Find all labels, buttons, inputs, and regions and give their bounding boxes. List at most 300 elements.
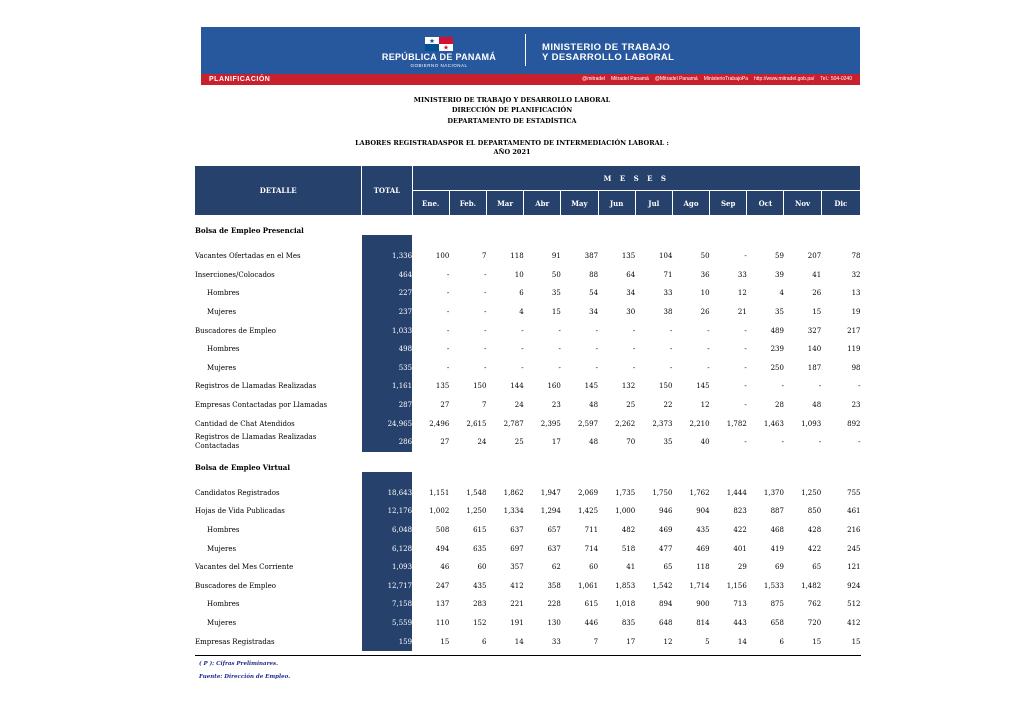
republica-text: REPÚBLICA DE PANAMÁ: [381, 52, 497, 62]
row-label: Candidatos Registrados: [195, 488, 280, 497]
facebook-link[interactable]: Mitradel Panamá: [611, 76, 649, 82]
month-value: 32: [851, 270, 861, 279]
month-value: -: [818, 438, 822, 447]
month-value: 145: [584, 382, 599, 391]
month-value: 19: [851, 308, 861, 317]
month-value: 217: [847, 326, 861, 335]
month-value: 637: [510, 526, 524, 535]
col-total-header: TOTAL: [362, 166, 412, 215]
table-row: [195, 484, 861, 503]
month-value: 713: [733, 600, 747, 609]
row-total: 6,128: [362, 539, 412, 558]
month-value: 26: [700, 308, 710, 317]
table-row: [195, 321, 861, 340]
month-value: 46: [440, 563, 450, 572]
table-row: [195, 303, 861, 322]
month-value: 283: [473, 600, 487, 609]
social-links: [582, 74, 852, 85]
month-value: 494: [435, 544, 450, 553]
month-value: 1,061: [577, 581, 599, 590]
table-row: [195, 558, 861, 577]
month-value: -: [670, 363, 673, 372]
month-value: 150: [473, 382, 487, 391]
row-label: Registros de Llamadas Realizadas Contactadas: [195, 433, 317, 451]
month-value: 1,334: [503, 507, 524, 516]
month-value: 446: [584, 618, 599, 627]
month-value: -: [818, 382, 822, 391]
month-value: 1,002: [429, 507, 450, 516]
month-value: 239: [770, 345, 784, 354]
month-value: 34: [589, 308, 599, 317]
month-value: -: [707, 363, 710, 372]
report-title: LABORES REGISTRADASPOR EL DEPARTAMENTO DE INTERMEDIACIÓN LABORAL :: [355, 139, 669, 147]
row-label: Vacantes Ofertadas en el Mes: [195, 252, 301, 261]
month-value: 637: [547, 544, 561, 553]
row-label: Buscadores de Empleo: [195, 581, 277, 590]
month-value: -: [781, 382, 784, 391]
month-value: -: [632, 345, 636, 354]
month-value: -: [484, 289, 487, 298]
row-total: 12,176: [362, 502, 412, 521]
month-value: 118: [696, 563, 710, 572]
month-value: 35: [551, 289, 561, 298]
month-value: 104: [659, 252, 673, 261]
month-value: 59: [775, 252, 784, 261]
month-value: 35: [775, 308, 784, 317]
row-label: Mujeres: [207, 618, 237, 627]
month-value: 412: [847, 618, 861, 627]
row-total: 1,033: [362, 321, 412, 340]
month-value: 191: [510, 618, 524, 627]
month-value: 60: [589, 563, 599, 572]
month-value: 1,482: [801, 581, 822, 590]
row-total: 12,717: [362, 577, 412, 596]
month-value: 412: [510, 581, 524, 590]
month-value: 482: [621, 526, 636, 535]
row-total: 1,336: [362, 247, 412, 266]
month-header: Nov: [784, 191, 821, 216]
month-header: Jun: [598, 191, 635, 216]
month-value: 100: [435, 252, 450, 261]
month-value: -: [484, 270, 487, 279]
month-value: 327: [807, 326, 822, 335]
month-value: -: [744, 382, 747, 391]
header-banner: [201, 27, 860, 85]
month-value: -: [521, 363, 524, 372]
row-total: 6,048: [362, 521, 412, 540]
month-value: 60: [477, 563, 487, 572]
section-row: [195, 452, 861, 472]
month-value: -: [558, 363, 561, 372]
section-title: Bolsa de Empleo Virtual: [195, 462, 290, 472]
month-value: 4: [519, 308, 524, 317]
month-value: -: [707, 345, 710, 354]
month-header: Abr: [524, 191, 561, 216]
month-value: 6: [482, 637, 487, 646]
instagram-link[interactable]: @Mitradel Panamá: [654, 76, 698, 82]
month-value: -: [446, 345, 450, 354]
row-label: Buscadores de Empleo: [195, 326, 277, 335]
month-value: 12: [737, 289, 747, 298]
month-value: 697: [510, 544, 524, 553]
month-value: 1,151: [429, 488, 450, 497]
row-label: Hombres: [207, 345, 240, 354]
month-value: 62: [551, 563, 561, 572]
month-value: 91: [551, 252, 561, 261]
month-value: -: [670, 326, 673, 335]
month-value: -: [446, 289, 450, 298]
table-row: [195, 539, 861, 558]
row-total: 7,158: [362, 595, 412, 614]
row-label: Mujeres: [207, 544, 237, 553]
row-total: 1,161: [362, 377, 412, 396]
month-value: 1,714: [689, 581, 710, 590]
month-value: 1,548: [466, 488, 487, 497]
month-value: 69: [775, 563, 784, 572]
month-value: 228: [547, 600, 561, 609]
month-value: -: [744, 363, 747, 372]
section-label: PLANIFICACIÓN: [209, 76, 271, 83]
month-value: -: [744, 326, 747, 335]
month-value: 894: [659, 600, 673, 609]
month-value: 461: [847, 507, 861, 516]
month-value: -: [707, 326, 710, 335]
month-header: Sep: [710, 191, 747, 216]
month-value: 422: [733, 526, 747, 535]
month-value: 422: [807, 544, 822, 553]
month-value: 36: [700, 270, 710, 279]
month-value: 15: [812, 308, 822, 317]
month-value: -: [632, 326, 636, 335]
row-total: 5,559: [362, 614, 412, 633]
row-label: Vacantes del Mes Corriente: [195, 563, 294, 572]
month-value: 65: [812, 563, 822, 572]
month-value: -: [632, 363, 636, 372]
month-value: 25: [626, 401, 636, 410]
month-value: 118: [510, 252, 524, 261]
month-value: -: [446, 308, 450, 317]
month-value: 814: [696, 618, 710, 627]
month-value: 30: [626, 308, 636, 317]
spacer-row: [195, 235, 861, 247]
month-value: 1,735: [615, 488, 636, 497]
month-value: 2,615: [466, 419, 487, 428]
month-value: 615: [473, 526, 487, 535]
report-year: AÑO 2021: [493, 148, 531, 156]
ministerio-line1: MINISTERIO DE TRABAJO: [542, 42, 671, 53]
month-value: 401: [733, 544, 747, 553]
row-total: 535: [362, 359, 412, 378]
table-row: [195, 414, 861, 433]
month-value: 1,853: [615, 581, 636, 590]
table-row: [195, 396, 861, 415]
row-total: 237: [362, 303, 412, 322]
month-value: 17: [551, 438, 561, 447]
month-header: Jul: [635, 191, 672, 216]
month-value: 221: [510, 600, 524, 609]
month-value: 1,370: [763, 488, 784, 497]
month-header: Feb.: [449, 191, 486, 216]
month-value: 135: [435, 382, 450, 391]
month-value: 657: [547, 526, 561, 535]
table-row: [195, 521, 861, 540]
month-value: 48: [589, 438, 599, 447]
month-value: 1,782: [726, 419, 747, 428]
month-value: 12: [700, 401, 710, 410]
month-value: 38: [663, 308, 673, 317]
row-total: 18,643: [362, 484, 412, 503]
month-value: 2,262: [615, 419, 636, 428]
month-value: 1,425: [577, 507, 599, 516]
website-link[interactable]: http://www.mitradel.gob.pa/: [753, 76, 815, 82]
month-header: Dic: [821, 191, 860, 216]
month-value: 1,463: [763, 419, 784, 428]
month-value: 245: [847, 544, 861, 553]
month-value: 216: [847, 526, 861, 535]
panama-flag-icon: [425, 37, 453, 51]
month-value: 29: [737, 563, 747, 572]
phone-text: Tel.: 504-0240: [820, 76, 852, 82]
month-value: -: [595, 363, 599, 372]
month-value: 13: [851, 289, 861, 298]
month-value: 50: [551, 270, 561, 279]
month-value: 2,395: [540, 419, 561, 428]
month-value: 887: [770, 507, 784, 516]
month-value: -: [558, 326, 561, 335]
month-value: -: [446, 270, 450, 279]
month-value: 41: [812, 270, 822, 279]
row-label: Empresas Contactadas por Llamadas: [195, 401, 328, 410]
month-value: 5: [705, 637, 710, 646]
month-value: 2,373: [652, 419, 673, 428]
month-value: 150: [659, 382, 673, 391]
month-value: 1,018: [615, 600, 636, 609]
month-value: 658: [770, 618, 784, 627]
labores-table: [195, 166, 861, 651]
month-value: 900: [696, 600, 710, 609]
month-value: 48: [589, 401, 599, 410]
month-value: 648: [659, 618, 673, 627]
month-value: 15: [551, 308, 561, 317]
month-value: 25: [514, 438, 524, 447]
month-value: 35: [663, 438, 673, 447]
month-value: -: [781, 438, 784, 447]
month-value: 144: [510, 382, 524, 391]
heading-direction: DIRECCIÓN DE PLANIFICACIÓN: [451, 106, 573, 114]
month-value: -: [521, 345, 524, 354]
month-value: 34: [626, 289, 636, 298]
month-value: 615: [584, 600, 599, 609]
month-value: 1,000: [615, 507, 636, 516]
month-value: -: [446, 363, 450, 372]
month-value: -: [595, 326, 599, 335]
row-total: 287: [362, 396, 412, 415]
month-value: 762: [807, 600, 822, 609]
month-value: 152: [473, 618, 487, 627]
month-value: 435: [473, 581, 487, 590]
section-row: [195, 215, 861, 235]
month-value: 7: [593, 637, 599, 646]
month-value: 2,597: [577, 419, 599, 428]
month-value: 875: [770, 600, 784, 609]
month-value: 27: [440, 438, 450, 447]
month-value: 2,210: [689, 419, 710, 428]
month-header: Ene.: [412, 191, 449, 216]
table-row: [195, 614, 861, 633]
month-value: 17: [626, 637, 636, 646]
month-value: 54: [589, 289, 599, 298]
month-value: 119: [847, 345, 861, 354]
month-value: -: [858, 438, 861, 447]
youtube-link[interactable]: MinisterioTrabajoPa: [703, 76, 748, 82]
month-value: 489: [770, 326, 784, 335]
month-value: 24: [477, 438, 487, 447]
month-value: 10: [700, 289, 710, 298]
table-row: [195, 340, 861, 359]
month-value: -: [744, 401, 747, 410]
month-value: 2,787: [503, 419, 524, 428]
month-value: 26: [812, 289, 822, 298]
table-row: [195, 284, 861, 303]
twitter-link[interactable]: @mitradel: [582, 76, 606, 82]
month-value: 15: [851, 637, 861, 646]
month-value: 33: [737, 270, 747, 279]
table-row: [195, 247, 861, 266]
row-total: 24,965: [362, 414, 412, 433]
row-total: 286: [362, 433, 412, 452]
month-value: 387: [584, 252, 599, 261]
month-value: 1,542: [652, 581, 673, 590]
month-value: -: [484, 326, 487, 335]
row-label: Hombres: [207, 600, 240, 609]
month-value: 711: [584, 526, 599, 535]
row-label: Registros de Llamadas Realizadas: [195, 382, 317, 391]
month-value: 12: [663, 637, 673, 646]
month-value: 946: [659, 507, 673, 516]
table-row: [195, 632, 861, 651]
month-header: Mar: [486, 191, 523, 216]
table-row: [195, 595, 861, 614]
row-total: 498: [362, 340, 412, 359]
footer-rule: [195, 655, 861, 656]
month-value: 187: [807, 363, 822, 372]
month-value: -: [858, 382, 861, 391]
month-value: 21: [737, 308, 747, 317]
month-value: 135: [621, 252, 636, 261]
col-detalle-header: DETALLE: [195, 166, 362, 215]
month-value: 1,533: [763, 581, 784, 590]
month-value: 357: [510, 563, 524, 572]
month-value: 7: [482, 252, 487, 261]
month-value: 24: [514, 401, 524, 410]
ministerio-line2: Y DESARROLLO LABORAL: [542, 52, 675, 63]
month-value: 508: [435, 526, 450, 535]
row-label: Inserciones/Colocados: [195, 270, 275, 279]
month-header: Oct: [747, 191, 784, 216]
month-value: 835: [621, 618, 636, 627]
month-value: 904: [696, 507, 710, 516]
month-value: 10: [514, 270, 524, 279]
month-value: 1,250: [801, 488, 822, 497]
month-value: 15: [440, 637, 450, 646]
month-value: 518: [621, 544, 636, 553]
month-value: 15: [812, 637, 822, 646]
month-value: 39: [775, 270, 784, 279]
month-value: -: [595, 345, 599, 354]
month-value: 428: [807, 526, 822, 535]
table-row: [195, 577, 861, 596]
table-row: [195, 377, 861, 396]
month-value: 1,156: [726, 581, 747, 590]
month-value: 33: [551, 637, 561, 646]
row-label: Hombres: [207, 289, 240, 298]
month-value: 27: [440, 401, 450, 410]
month-value: 850: [807, 507, 822, 516]
row-label: Empresas Registradas: [195, 637, 275, 646]
month-value: 635: [473, 544, 487, 553]
heading-department: DEPARTAMENTO DE ESTADÍSTICA: [447, 117, 577, 125]
month-value: 98: [851, 363, 861, 372]
row-total: 1,093: [362, 558, 412, 577]
month-value: 1,762: [689, 488, 710, 497]
month-value: 71: [663, 270, 673, 279]
month-value: 14: [737, 637, 747, 646]
month-value: 247: [435, 581, 450, 590]
month-value: 130: [547, 618, 561, 627]
table-row: [195, 433, 861, 452]
month-value: -: [484, 363, 487, 372]
month-value: 6: [779, 637, 784, 646]
month-value: 512: [847, 600, 861, 609]
month-value: 70: [626, 438, 636, 447]
col-meses-header: M E S E S: [412, 166, 860, 191]
month-value: 41: [626, 563, 636, 572]
month-value: 7: [482, 401, 487, 410]
month-value: 137: [435, 600, 450, 609]
month-value: 1,947: [540, 488, 561, 497]
month-value: 65: [663, 563, 673, 572]
month-value: 4: [779, 289, 784, 298]
month-value: -: [484, 308, 487, 317]
banner-strip: [201, 74, 860, 85]
month-value: 1,093: [801, 419, 822, 428]
table-row: [195, 502, 861, 521]
month-value: 419: [770, 544, 784, 553]
month-value: 714: [584, 544, 599, 553]
month-value: 140: [807, 345, 822, 354]
month-value: -: [558, 345, 561, 354]
month-value: 2,069: [577, 488, 599, 497]
month-value: 1,750: [652, 488, 673, 497]
month-value: 48: [812, 401, 822, 410]
table-row: [195, 266, 861, 285]
source-note: Fuente: Dirección de Empleo.: [199, 674, 291, 680]
month-value: 145: [696, 382, 710, 391]
month-value: 2,496: [429, 419, 450, 428]
row-label: Hombres: [207, 526, 240, 535]
month-value: 88: [589, 270, 599, 279]
month-value: 1,250: [466, 507, 487, 516]
month-value: 23: [551, 401, 561, 410]
month-value: 892: [847, 419, 861, 428]
month-value: 160: [547, 382, 561, 391]
month-value: 22: [663, 401, 673, 410]
month-value: 1,444: [726, 488, 747, 497]
month-value: 110: [435, 618, 450, 627]
month-value: 755: [847, 488, 861, 497]
heading-ministry: MINISTERIO DE TRABAJO Y DESARROLLO LABORAL: [413, 96, 611, 104]
month-value: -: [744, 438, 747, 447]
